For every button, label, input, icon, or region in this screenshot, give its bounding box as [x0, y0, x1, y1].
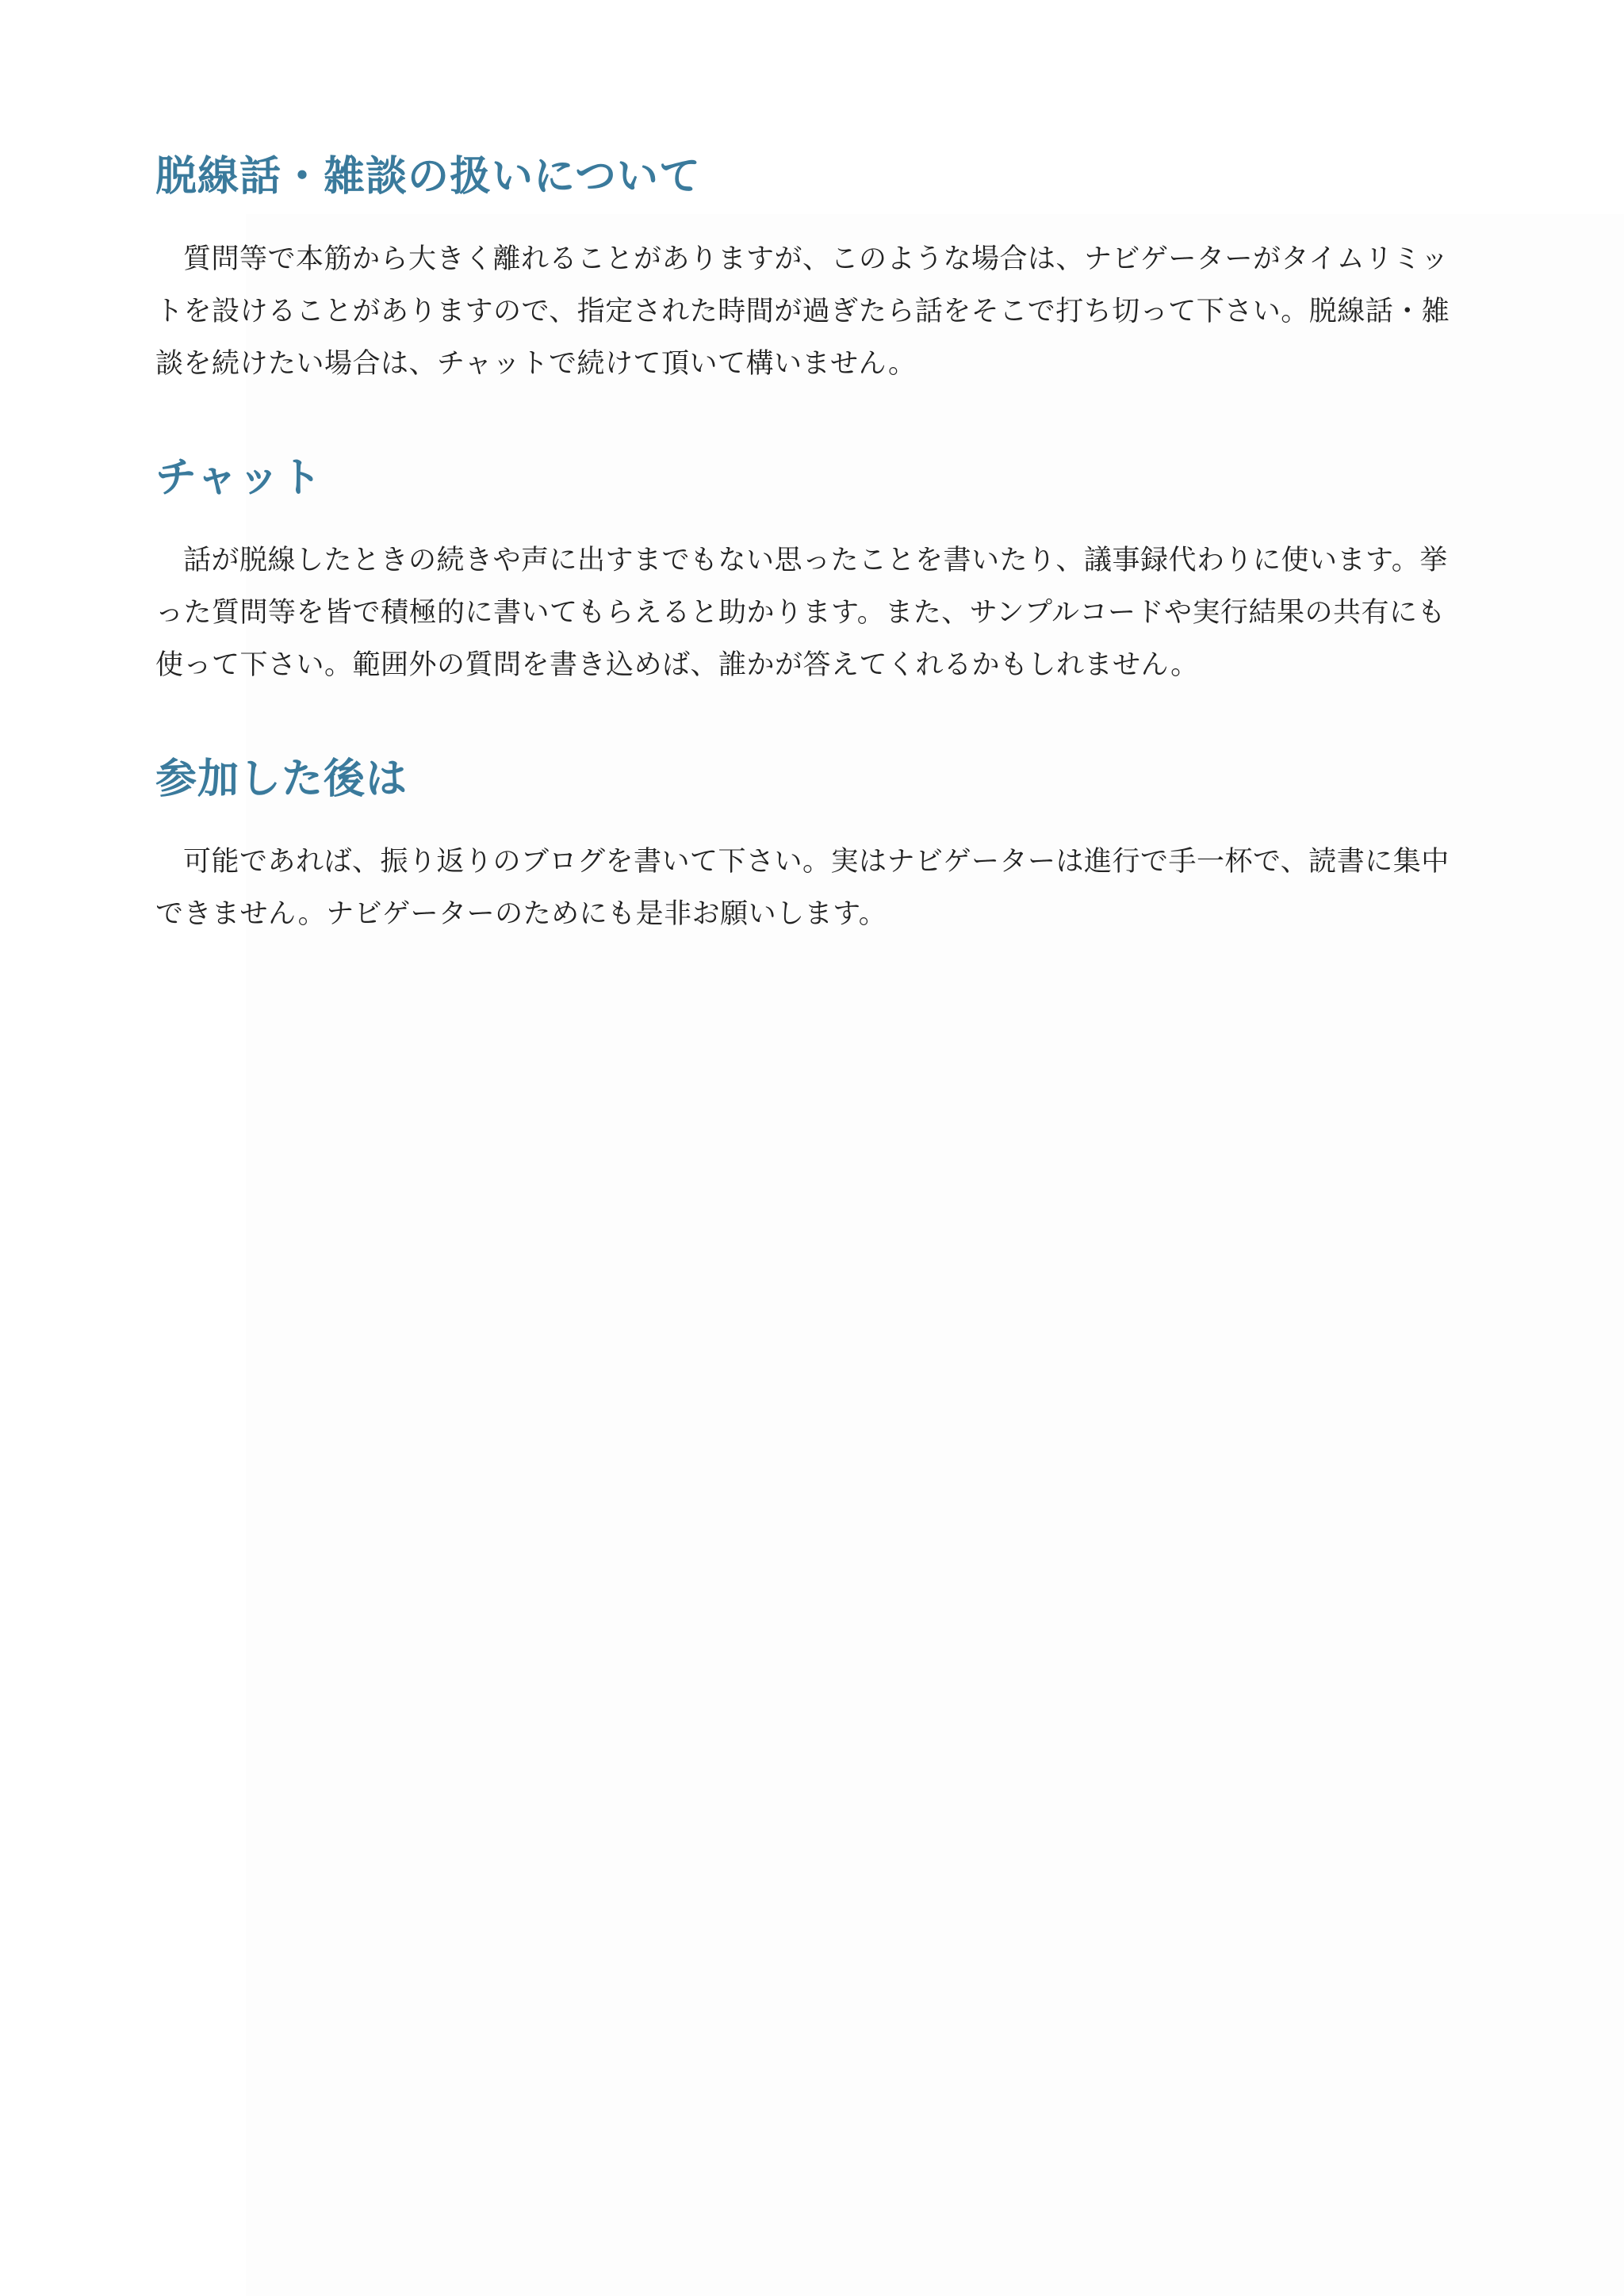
section-body-off-topic: 質問等で本筋から大きく離れることがありますが、このような場合は、ナビゲーターがタイムリミットを設けることがありますので、指定された時間が過ぎたら話をそこで打ち切って下さい。脱線話・雑談を続けたい場合は、チャットで続けて頂いて構いません。 — [155, 243, 1450, 380]
section-body-chat: 話が脱線したときの続きや声に出すまでもない思ったことを書いたり、議事録代わりに使います。挙った質問等を皆で積極的に書いてもらえると助かります。また、サンプルコードや実行結果の共有にも使って下さい。範囲外の質問を書き込めば、誰かが答えてくれるかもしれません。 — [155, 545, 1448, 681]
section-after-participation — [155, 745, 1472, 940]
section-off-topic — [155, 143, 1472, 390]
section-body-after-participation: 可能であれば、振り返りのブログを書いて下さい。実はナビゲーターは進行で手一杯で、読書に集中できません。ナビゲーターのためにも是非お願いします。 — [155, 846, 1450, 930]
section-heading-after-participation: 参加した後は — [155, 756, 408, 803]
document-content — [155, 143, 1472, 994]
section-chat — [155, 444, 1472, 691]
section-heading-off-topic: 脱線話・雑談の扱いについて — [155, 153, 701, 201]
section-heading-chat: チャット — [155, 454, 323, 502]
